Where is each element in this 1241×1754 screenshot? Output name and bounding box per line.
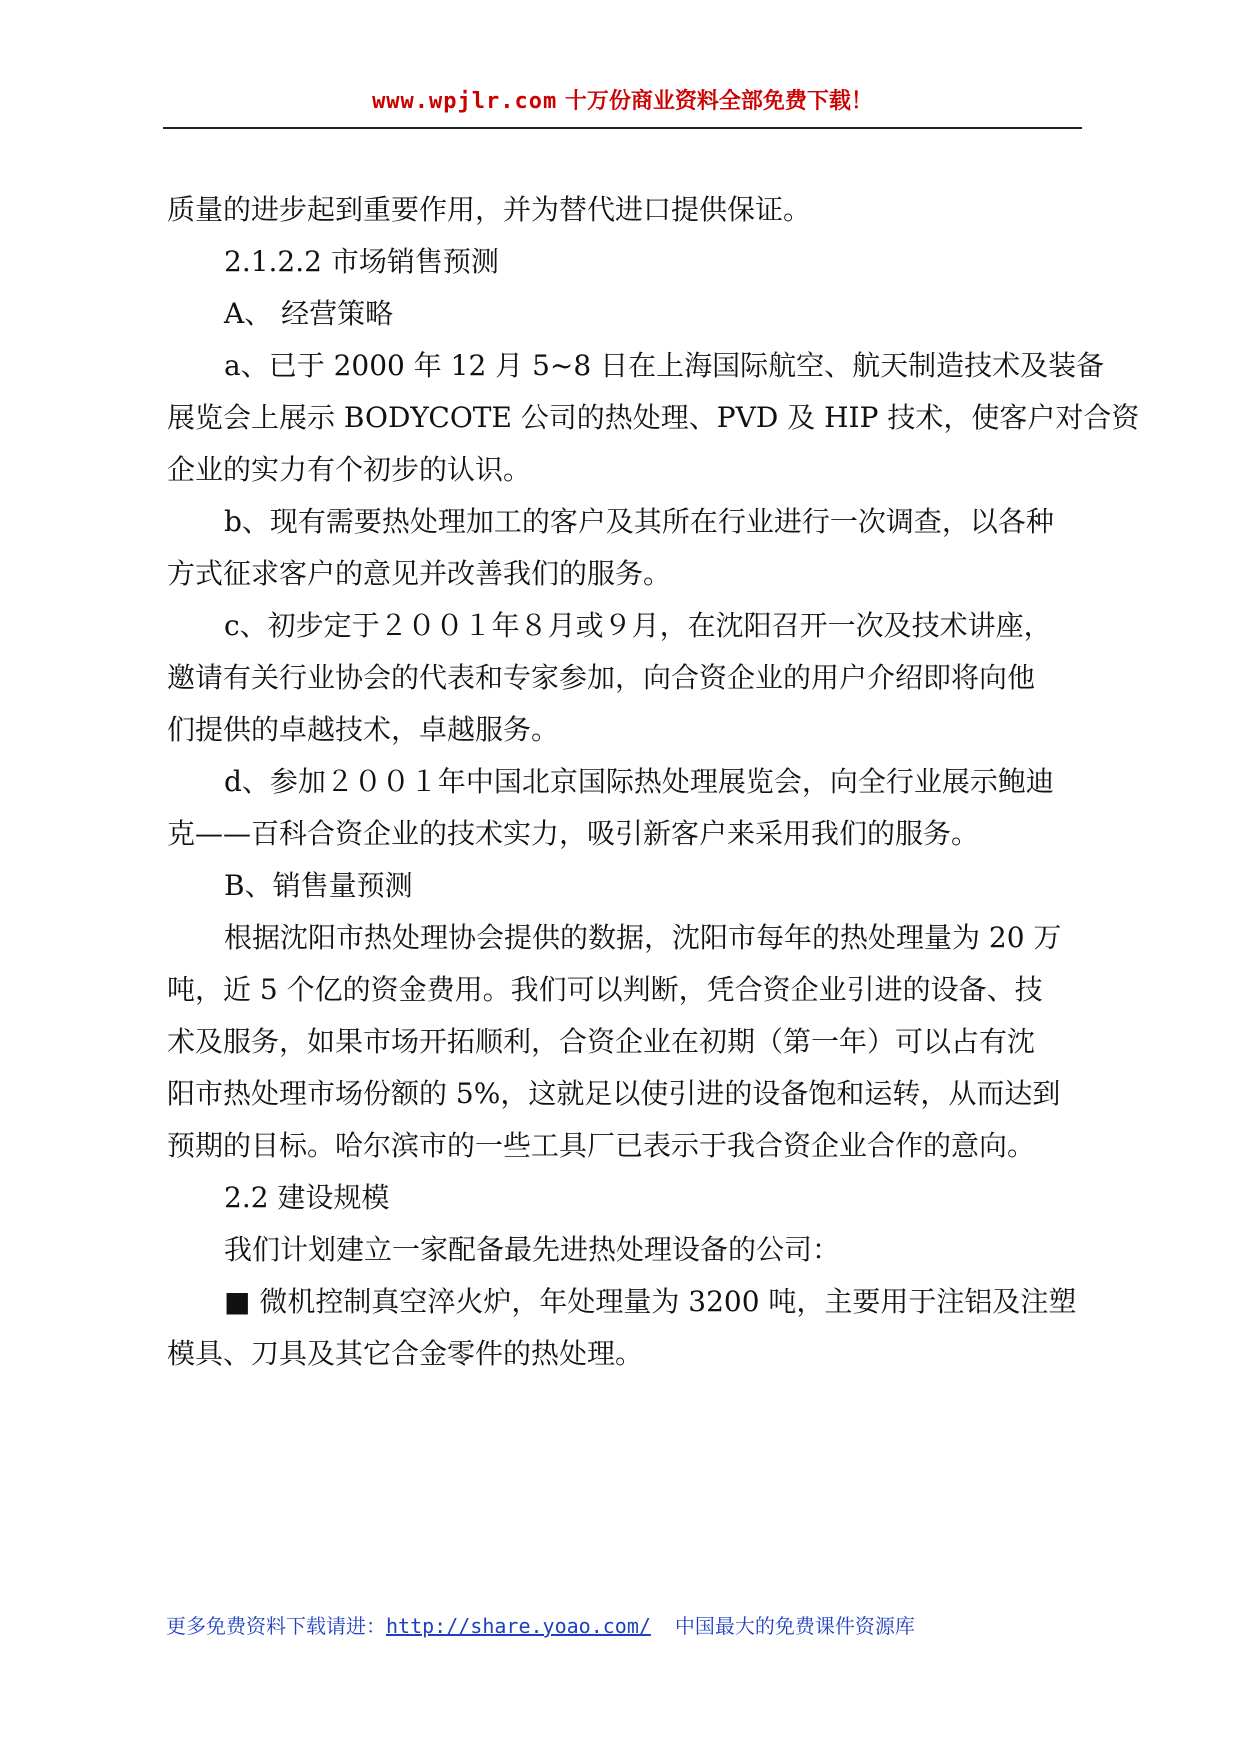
paragraph-line: d、参加２００１年中国北京国际热处理展览会，向全行业展示鲍迪 [224,765,1054,798]
paragraph-line: 我们计划建立一家配备最先进热处理设备的公司： [224,1233,841,1266]
bullet-line: ■ 微机控制真空淬火炉，年处理量为 3200 吨，主要用于注铝及注塑 [224,1285,1077,1318]
paragraph-line: 术及服务，如果市场开拓顺利，合资企业在初期（第一年）可以占有沈 [167,1025,1036,1058]
page-footer [166,1612,915,1640]
subheading-sales-volume: B、销售量预测 [224,869,413,902]
paragraph-line: 根据沈阳市热处理协会提供的数据，沈阳市每年的热处理量为 20 万 [224,921,1062,954]
paragraph-line: 模具、刀具及其它合金零件的热处理。 [167,1337,644,1370]
subheading-strategy: A、 经营策略 [224,297,394,330]
section-heading-sales-forecast: 2.1.2.2 市场销售预测 [224,245,499,278]
footer-link[interactable]: http://share.yoao.com/ [386,1614,651,1638]
footer-suffix: 中国最大的免费课件资源库 [674,1614,915,1638]
header-divider [163,127,1082,129]
paragraph-line: 阳市热处理市场份额的 5%，这就足以使引进的设备饱和运转，从而达到 [167,1077,1061,1110]
paragraph-line: 们提供的卓越技术，卓越服务。 [167,713,560,746]
paragraph-line: 方式征求客户的意见并改善我们的服务。 [167,557,672,590]
page-header [163,86,1082,118]
paragraph-line: 吨，近 5 个亿的资金费用。我们可以判断，凭合资企业引进的设备、技 [167,973,1043,1006]
footer-prefix: 更多免费资料下载请进： [166,1614,386,1638]
header-slogan: 十万份商业资料全部免费下载！ [557,89,873,114]
paragraph-line: 邀请有关行业协会的代表和专家参加，向合资企业的用户介绍即将向他 [167,661,1036,694]
paragraph-line: b、现有需要热处理加工的客户及其所在行业进行一次调查，以各种 [224,505,1054,538]
paragraph-line: 预期的目标。哈尔滨市的一些工具厂已表示于我合资企业合作的意向。 [167,1129,1036,1162]
section-heading-construction-scale: 2.2 建设规模 [224,1181,390,1214]
paragraph-line: 展览会上展示 BODYCOTE 公司的热处理、PVD 及 HIP 技术，使客户对合资 [167,401,1140,434]
paragraph-line: a、已于 2000 年 12 月 5~8 日在上海国际航空、航天制造技术及装备 [224,349,1105,382]
paragraph-line: 质量的进步起到重要作用，并为替代进口提供保证。 [167,193,812,226]
paragraph-line: 企业的实力有个初步的认识。 [167,453,532,486]
paragraph-line: c、初步定于２００１年８月或９月，在沈阳召开一次及技术讲座， [224,609,1052,642]
header-site-url[interactable]: www.wpjlr.com [372,89,558,114]
paragraph-line: 克——百科合资企业的技术实力，吸引新客户来采用我们的服务。 [167,817,980,850]
